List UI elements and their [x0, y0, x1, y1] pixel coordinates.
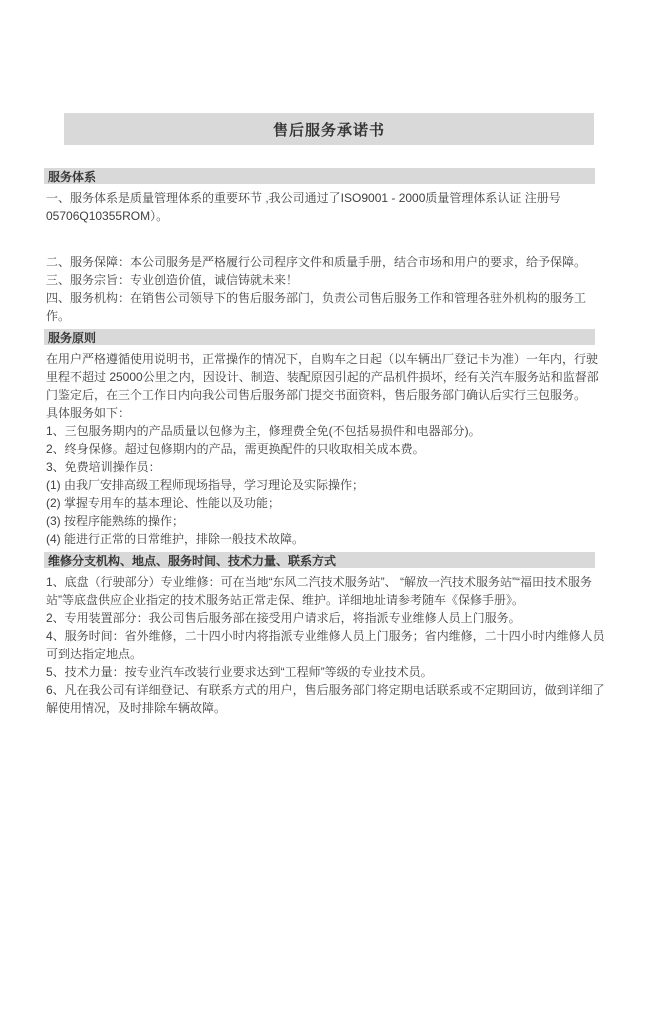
paragraph: 6、凡在我公司有详细登记、有联系方式的用户，售后服务部门将定期电话联系或不定期回访，做到详细了解使用情况，及时排除车辆故障。: [46, 683, 605, 715]
paragraph: 具体服务如下：: [46, 406, 131, 420]
section-heading-label: 维修分支机构、地点、服务时间、技术力量、联系方式: [48, 553, 337, 568]
paragraph: 二、服务保障：本公司服务是严格履行公司程序文件和质量手册，结合市场和用户的要求，给予保障。: [46, 255, 587, 269]
section-heading-service-principles: [44, 329, 595, 345]
paragraph: (3) 按程序能熟练的操作；: [46, 514, 185, 528]
paragraph: 三、服务宗旨：专业创造价值，诚信铸就未来！: [46, 273, 299, 287]
paragraph: (4) 能进行正常的日常维护，排除一般技术故障。: [46, 532, 305, 546]
paragraph: (2) 掌握专用车的基本理论、性能以及功能；: [46, 496, 281, 510]
paragraph: 4、服务时间：省外维修，二十四小时内将指派专业维修人员上门服务；省内维修，二十四小时内维修人员可到达指定地点。: [46, 629, 605, 661]
document-page: [0, 113, 650, 1032]
paragraph: 2、专用装置部分：我公司售后服务部在接受用户请求后，将指派专业维修人员上门服务。: [46, 611, 521, 625]
paragraph: 3、免费培训操作员：: [46, 460, 161, 474]
paragraph: 四、服务机构：在销售公司领导下的售后服务部门，负责公司售后服务工作和管理各驻外机构的服务工作。: [46, 291, 587, 323]
document-title-bar: [64, 113, 594, 145]
section-heading-repair-branches: [44, 552, 595, 568]
section-body-repair-branches: [46, 573, 606, 717]
paragraph: 5、技术力量：按专业汽车改装行业要求达到“工程师”等级的专业技术员。: [46, 665, 433, 679]
paragraph: 1、三包服务期内的产品质量以包修为主，修理费全免(不包括易损件和电器部分)。: [46, 424, 481, 438]
document-title: 售后服务承诺书: [272, 121, 385, 139]
section-heading-service-system: [44, 168, 595, 184]
section-heading-label: 服务原则: [48, 330, 97, 345]
section-heading-label: 服务体系: [48, 169, 97, 184]
paragraph: 在用户严格遵循使用说明书，正常操作的情况下，自购车之日起（以车辆出厂登记卡为准）一年内，行驶里程不超过 25000公里之内，因设计、制造、装配原因引起的产品机件损坏，经有关汽车服务站和监督部门鉴定后，在三个工作日内向我公司售后服务部门提交书面资料，售后服务部门确认后实行三包服务。: [46, 352, 599, 402]
paragraph: 一、服务体系是质量管理体系的重要环节 ,我公司通过了ISO9001 - 2000质量管理体系认证 注册号05706Q10355ROM）。: [46, 191, 561, 223]
paragraph: (1) 由我厂安排高级工程师现场指导，学习理论及实际操作；: [46, 478, 365, 492]
paragraph: 2、终身保修。超过包修期内的产品，需更换配件的只收取相关成本费。: [46, 442, 425, 456]
section-body-service-principles: [46, 350, 606, 548]
paragraph: 1、底盘（行驶部分）专业维修：可在当地“东风二汽技术服务站”、 “解放一汽技术服务站”“福田技术服务站”等底盘供应企业指定的技术服务站正常走保、维护。详细地址请参考随车《保修手册》。: [46, 575, 592, 607]
section-body-service-system: [46, 189, 606, 325]
